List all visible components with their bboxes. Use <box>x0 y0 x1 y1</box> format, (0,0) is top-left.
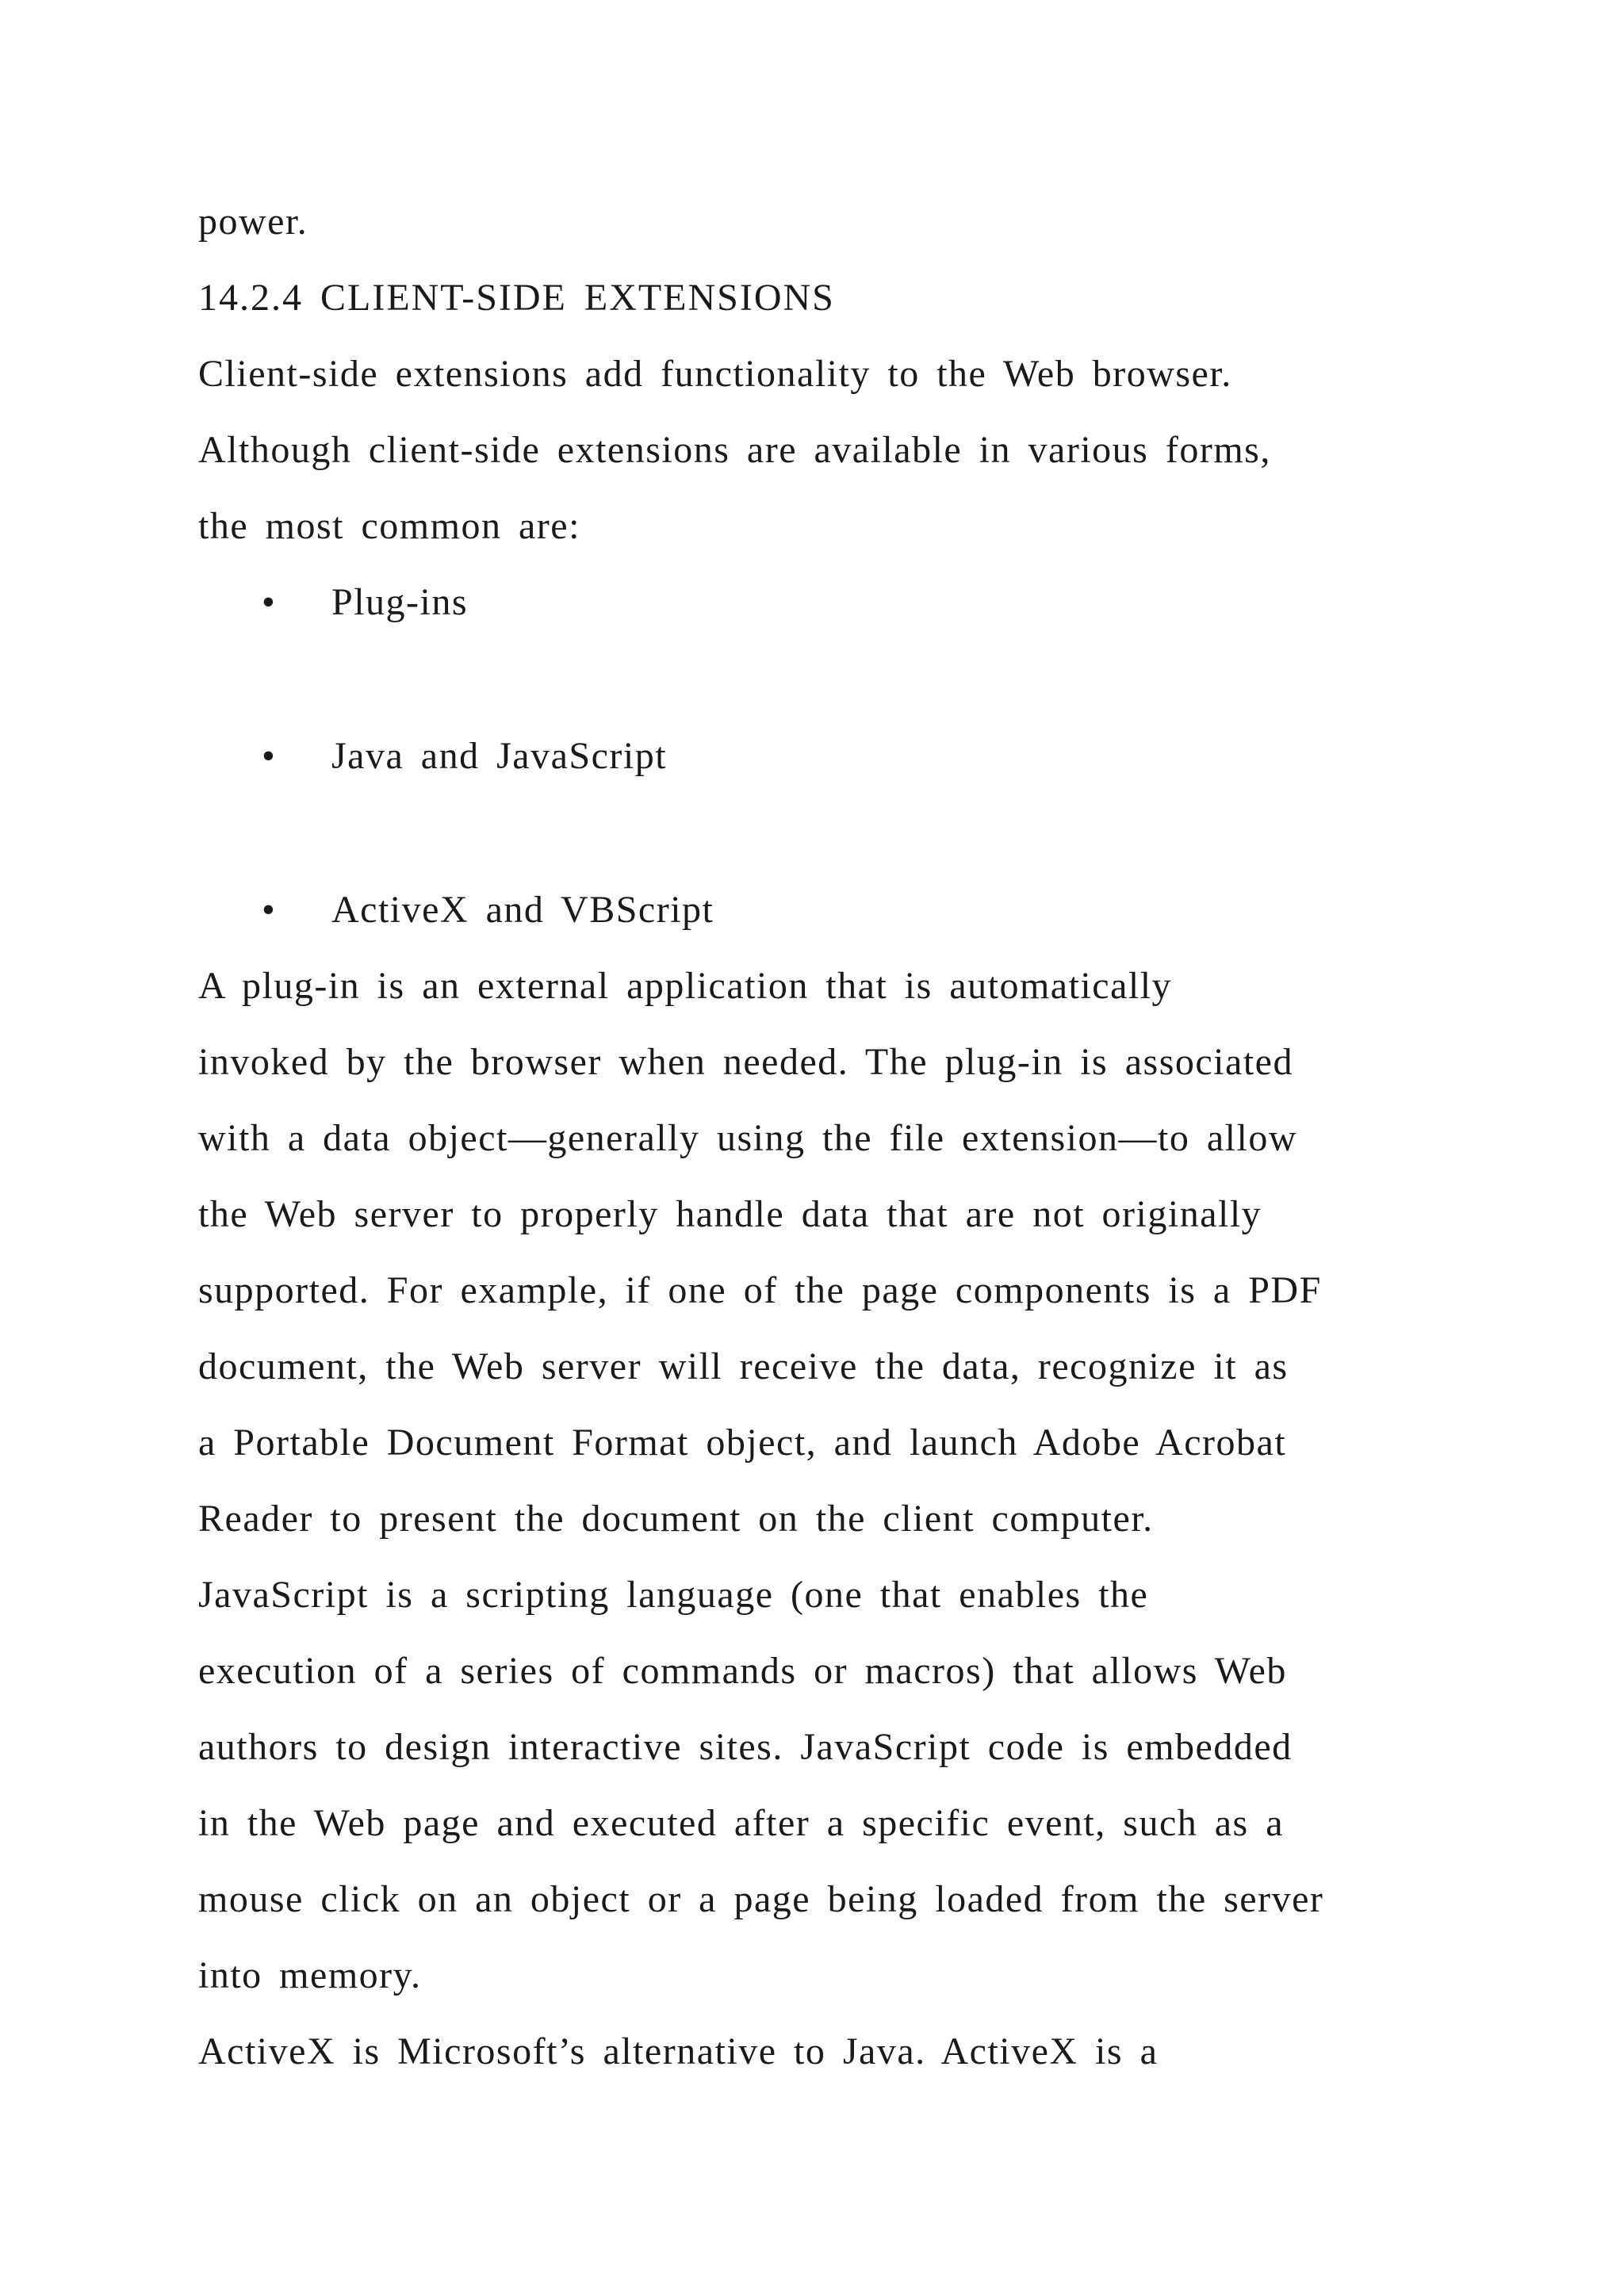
body-line-10: execution of a series of commands or macros) that allows Web <box>198 1650 1287 1692</box>
intro-line-3: the most common are: <box>198 505 580 547</box>
body-line-1: A plug-in is an external application that is automatically <box>198 965 1173 1007</box>
bullet-text-java: Java and JavaScript <box>331 735 668 777</box>
bullet-text-plugins: Plug-ins <box>331 581 469 623</box>
bullet-marker: • <box>262 581 275 623</box>
bullet-text-activex: ActiveX and VBScript <box>331 889 714 931</box>
intro-line-1: Client-side extensions add functionality to the Web browser. <box>198 353 1232 395</box>
bullet-marker: • <box>262 735 275 777</box>
body-line-11: authors to design interactive sites. JavaScript code is embedded <box>198 1726 1293 1768</box>
body-line-12: in the Web page and executed after a specific event, such as a <box>198 1802 1285 1844</box>
body-line-9: JavaScript is a scripting language (one that enables the <box>198 1574 1149 1616</box>
body-line-13: mouse click on an object or a page being loaded from the server <box>198 1878 1324 1920</box>
body-line-4: the Web server to properly handle data that are not originally <box>198 1193 1262 1235</box>
body-line-6: document, the Web server will receive the data, recognize it as <box>198 1345 1289 1387</box>
bullet-marker: • <box>262 889 275 931</box>
body-line-8: Reader to present the document on the client computer. <box>198 1498 1154 1540</box>
body-line-7: a Portable Document Format object, and launch Adobe Acrobat <box>198 1422 1287 1464</box>
body-line-14: into memory. <box>198 1954 422 1996</box>
body-line-15: ActiveX is Microsoft’s alternative to Java. ActiveX is a <box>198 2030 1159 2072</box>
section-heading: 14.2.4 CLIENT-SIDE EXTENSIONS <box>198 277 835 319</box>
previous-paragraph-end: power. <box>198 201 308 243</box>
intro-line-2: Although client-side extensions are available in various forms, <box>198 429 1271 471</box>
body-line-5: supported. For example, if one of the page components is a PDF <box>198 1269 1322 1311</box>
body-line-3: with a data object—generally using the file extension—to allow <box>198 1117 1297 1159</box>
body-line-2: invoked by the browser when needed. The plug-in is associated <box>198 1041 1293 1083</box>
